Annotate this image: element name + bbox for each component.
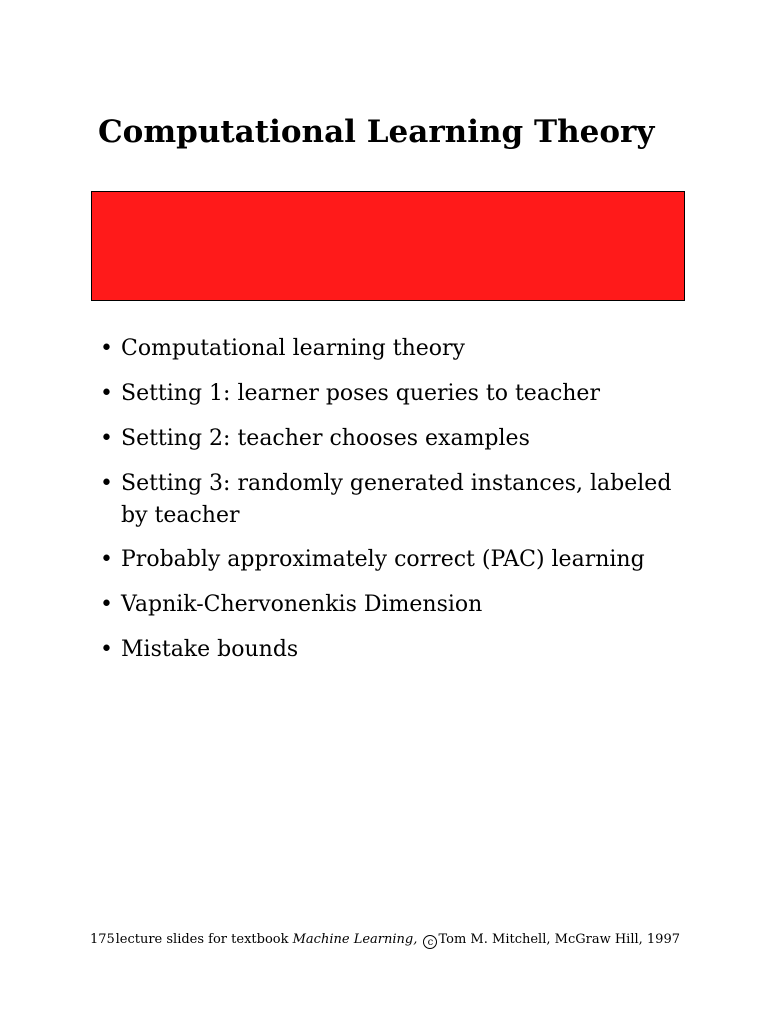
footer-credit (116, 931, 680, 949)
author-credit: Tom M. Mitchell, McGraw Hill, 1997 (438, 932, 680, 947)
copyright-icon: c (423, 935, 437, 949)
bullet-text: Computational learning theory (121, 336, 465, 361)
page-number: 175 (90, 932, 115, 947)
bullet-icon: • (100, 336, 113, 361)
book-title: Machine Learning, (292, 932, 418, 947)
slide-title: Computational Learning Theory (98, 114, 655, 150)
bullet-icon: • (100, 592, 113, 617)
footer-prefix: lecture slides for textbook (115, 932, 289, 947)
bullet-text: Vapnik-Chervonenkis Dimension (121, 592, 483, 617)
bullet-text: Probably approximately correct (PAC) learning (121, 547, 645, 572)
list-item (100, 634, 700, 666)
list-item (100, 333, 700, 365)
red-banner (91, 191, 685, 301)
list-item (100, 378, 700, 410)
bullet-icon: • (100, 381, 113, 406)
bullet-icon: • (100, 471, 113, 496)
bullet-icon: • (100, 426, 113, 451)
bullet-text: Setting 1: learner poses queries to teacher (121, 381, 600, 406)
list-item (100, 544, 700, 576)
bullet-text: Mistake bounds (121, 637, 299, 662)
bullet-icon: • (100, 547, 113, 572)
list-item (100, 468, 700, 532)
bullet-text: Setting 3: randomly generated instances, labeled by teacher (121, 471, 672, 528)
bullet-icon: • (100, 637, 113, 662)
list-item (100, 589, 700, 621)
bullet-text: Setting 2: teacher chooses examples (121, 426, 530, 451)
list-item (100, 423, 700, 455)
bullet-list (100, 333, 700, 679)
